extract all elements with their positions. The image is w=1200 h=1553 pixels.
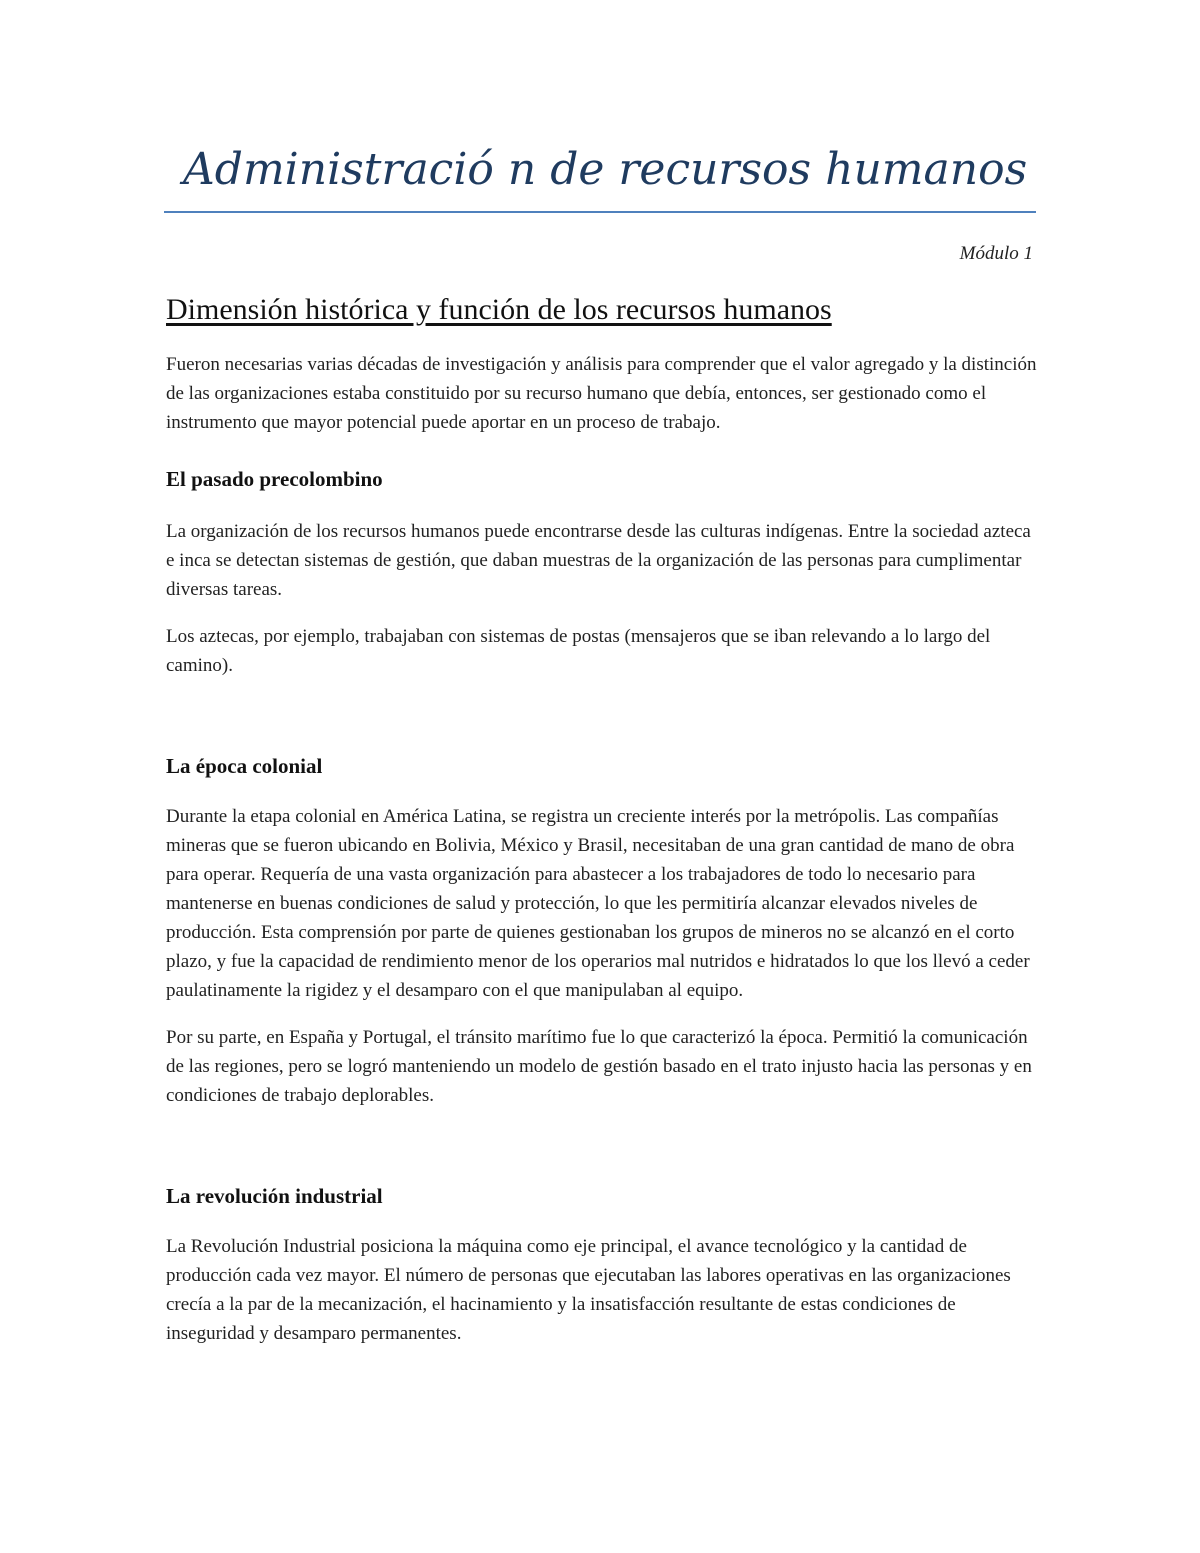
paragraph: Los aztecas, por ejemplo, trabajaban con sistemas de postas (mensajeros que se iban relevando a lo largo del camino).: [166, 626, 991, 676]
paragraph: La organización de los recursos humanos puede encontrarse desde las culturas indígenas. Entre la sociedad azteca e inca se detectan sistemas de gestión, que daban muestras de la organización de las personas para cumplimentar diversas tareas.: [166, 521, 1031, 600]
subsection-heading-precolombino: El pasado precolombino: [166, 467, 383, 491]
subsection-heading-industrial: La revolución industrial: [166, 1184, 383, 1208]
subsection-heading-colonial: La época colonial: [166, 754, 323, 778]
section-heading: Dimensión histórica y función de los recursos humanos: [166, 293, 832, 326]
intro-paragraph: Fueron necesarias varias décadas de investigación y análisis para comprender que el valor agregado y la distinción de las organizaciones estaba constituido por su recurso humano que debía, entonces, ser gestionado como el instrumento que mayor potencial puede aportar en un proceso de trabajo.: [166, 354, 1037, 433]
paragraph: Durante la etapa colonial en América Latina, se registra un creciente interés por la metrópolis. Las compañías mineras que se fueron ubicando en Bolivia, México y Brasil, necesitaban de una gran cantidad de mano de obra para operar. Requería de una vasta organización para abastecer a los trabajadores de todo lo necesario para mantenerse en buenas condiciones de salud y protección, lo que les permitiría alcanzar elevados niveles de producción. Esta comprensión por parte de quienes gestionaban los grupos de mineros no se alcanzó en el corto plazo, y fue la capacidad de rendimiento menor de los operarios mal nutridos e hidratados lo que los llevó a ceder paulatinamente la rigidez y el desamparo con el que manipulaban al equipo.: [166, 806, 1030, 1001]
module-label: Módulo 1: [959, 243, 1033, 264]
paragraph: La Revolución Industrial posiciona la máquina como eje principal, el avance tecnológico y la cantidad de producción cada vez mayor. El número de personas que ejecutaban las labores operativas en las organizaciones crecía a la par de la mecanización, el hacinamiento y la insatisfacción resultante de estas condiciones de inseguridad y desamparo permanentes.: [166, 1236, 1011, 1344]
title-divider: [164, 211, 1036, 213]
paragraph: Por su parte, en España y Portugal, el tránsito marítimo fue lo que caracterizó la época. Permitió la comunicación de las regiones, pero se logró manteniendo un modelo de gestión basado en el trato injusto hacia las personas y en condiciones de trabajo deplorables.: [166, 1027, 1032, 1106]
document-title: Administració n de recursos humanos: [183, 144, 1028, 195]
document-body: [166, 290, 1038, 1348]
